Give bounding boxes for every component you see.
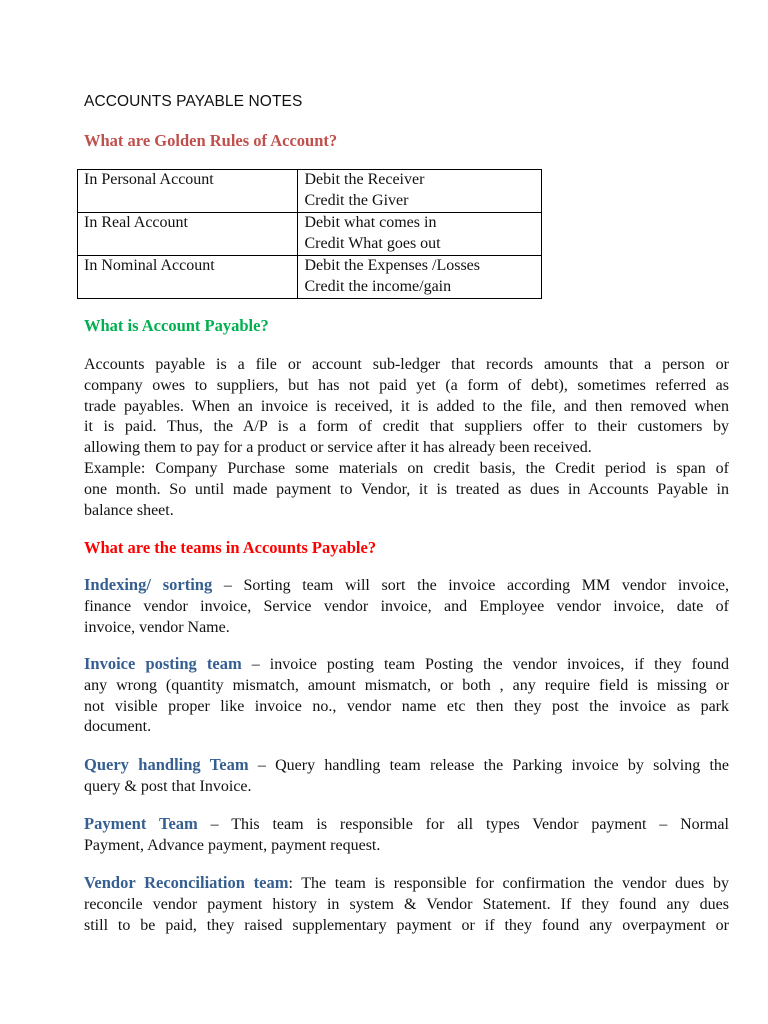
debit-rule: Debit the Expenses /Losses xyxy=(304,257,481,274)
account-type: In Personal Account xyxy=(84,171,214,188)
team-vendor-reconciliation xyxy=(84,873,729,936)
paragraph-line: company owes to suppliers, but has not paid yet (a form of debt), sometimes referred as xyxy=(84,376,729,394)
rule-cell xyxy=(298,256,542,299)
team-separator: : xyxy=(288,875,302,892)
paragraph-line: it is paid. Thus, the A/P is a form of credit that suppliers offer to their customers by xyxy=(84,418,729,436)
paragraph-line: document. xyxy=(84,718,152,736)
paragraph-line: Accounts payable is a file or account sub-ledger that records amounts that a person or xyxy=(84,356,729,373)
account-type-cell xyxy=(78,256,298,299)
paragraph-line: reconcile vendor payment history in system & Vendor Statement. If they found any dues xyxy=(84,895,729,913)
paragraph-line xyxy=(84,575,729,597)
team-separator: – xyxy=(197,816,232,833)
paragraph-line: finance vendor invoice, Service vendor invoice, and Employee vendor invoice, date of xyxy=(84,597,729,615)
team-separator: – xyxy=(248,757,276,774)
team-separator: – xyxy=(241,656,270,673)
credit-rule: Credit the income/gain xyxy=(304,277,452,295)
teams-heading: What are the teams in Accounts Payable? xyxy=(84,538,377,557)
credit-rule: Credit What goes out xyxy=(304,234,441,252)
account-payable-heading: What is Account Payable? xyxy=(84,316,269,335)
team-name: Payment Team xyxy=(84,814,198,833)
paragraph-line: one month. So until made payment to Vendor, it is treated as dues in Accounts Payable in xyxy=(84,480,729,498)
paragraph-line xyxy=(84,814,729,836)
team-payment xyxy=(84,814,729,857)
account-type-cell xyxy=(78,213,298,256)
credit-rule: Credit the Giver xyxy=(304,191,409,209)
team-name: Query handling Team xyxy=(84,755,249,774)
team-description: The team is responsible for confirmation the vendor dues by xyxy=(301,875,729,892)
paragraph-line xyxy=(84,654,729,676)
team-description: Sorting team will sort the invoice according MM vendor invoice, xyxy=(243,577,730,594)
team-indexing-sorting xyxy=(84,575,729,638)
team-description: invoice posting team Posting the vendor invoices, if they found xyxy=(269,656,730,673)
paragraph-line xyxy=(84,755,729,777)
debit-rule: Debit the Receiver xyxy=(304,171,425,188)
document-title: ACCOUNTS PAYABLE NOTES xyxy=(84,93,303,110)
account-type-cell xyxy=(78,170,298,213)
rule-cell xyxy=(298,170,542,213)
paragraph-line: Example: Company Purchase some materials on credit basis, the Credit period is span of xyxy=(84,460,729,477)
paragraph-line: not visible proper like invoice no., vendor name etc then they post the invoice as park xyxy=(84,697,729,715)
paragraph-line: still to be paid, they raised supplementary payment or if they found any overpayment or xyxy=(84,916,729,934)
team-invoice-posting xyxy=(84,654,729,738)
paragraph-line: balance sheet. xyxy=(84,501,174,519)
table-row xyxy=(78,213,542,256)
team-description: This team is responsible for all types Vendor payment – Normal xyxy=(231,816,729,833)
paragraph-line xyxy=(84,873,729,895)
paragraph-line: Payment, Advance payment, payment request. xyxy=(84,836,381,854)
team-name: Invoice posting team xyxy=(84,654,242,673)
golden-rules-heading: What are Golden Rules of Account? xyxy=(84,131,338,150)
team-name: Vendor Reconciliation team xyxy=(84,873,289,892)
paragraph-line: any wrong (quantity mismatch, amount mismatch, or both , any require field is missing or xyxy=(84,676,729,694)
team-name: Indexing/ sorting xyxy=(84,575,213,594)
paragraph-line: invoice, vendor Name. xyxy=(84,618,230,636)
account-payable-definition xyxy=(84,355,729,459)
team-description: Query handling team release the Parking invoice by solving the xyxy=(275,757,730,774)
rule-cell xyxy=(298,213,542,256)
paragraph-line: allowing them to pay for a product or service after it has already been received. xyxy=(84,439,592,457)
account-type: In Nominal Account xyxy=(84,257,215,274)
table-row xyxy=(78,170,542,213)
team-query-handling xyxy=(84,755,729,798)
debit-rule: Debit what comes in xyxy=(304,214,437,231)
golden-rules-table xyxy=(77,169,542,299)
team-separator: – xyxy=(212,577,244,594)
paragraph-line: query & post that Invoice. xyxy=(84,777,252,795)
account-payable-example xyxy=(84,459,729,521)
account-type: In Real Account xyxy=(84,214,188,231)
table-row xyxy=(78,256,542,299)
paragraph-line: trade payables. When an invoice is received, it is added to the file, and then removed when xyxy=(84,397,729,415)
